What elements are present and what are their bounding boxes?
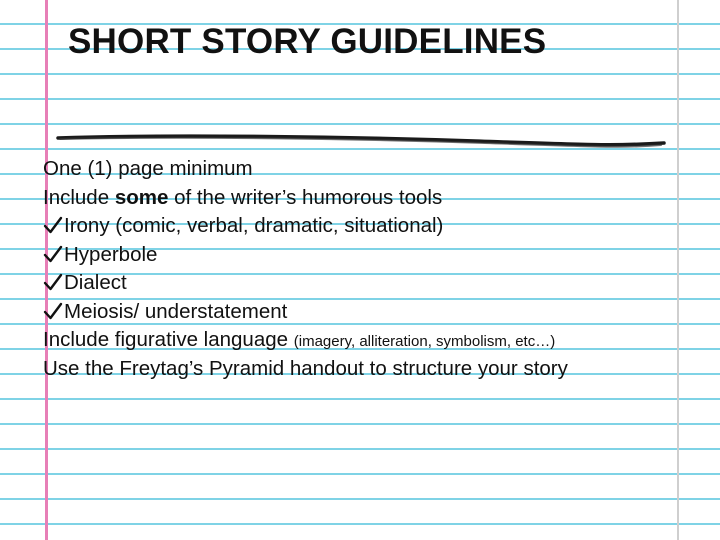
guideline-text: Irony (comic, verbal, dramatic, situational) [64,214,444,237]
page-title: SHORT STORY GUIDELINES [68,22,547,61]
guideline-text: of the writer’s humorous tools [168,185,443,209]
emphasis-text: some [114,185,169,209]
guideline-item [43,355,568,384]
guidelines-list [43,155,568,383]
checkmark-icon [43,272,63,292]
guideline-item [43,184,568,213]
hand-drawn-underline [55,128,667,154]
notebook-right-line [677,0,679,540]
guideline-text: Meiosis/ understatement [64,299,288,323]
checkmark-icon [43,215,63,235]
guideline-note: (imagery, alliteration, symbolism, etc…) [293,333,556,350]
guideline-sub-item [43,298,568,327]
guideline-sub-item [43,212,568,241]
guideline-item [43,155,568,184]
guideline-text: Include figurative language [43,328,294,351]
guideline-text: Dialect [64,271,127,294]
guideline-text: Include [43,185,115,209]
checkmark-icon [43,244,63,264]
checkmark-icon [43,301,63,321]
guideline-sub-item [43,269,568,298]
guideline-text: One (1) page minimum [43,157,253,180]
guideline-item [43,326,568,355]
guideline-text: Hyperbole [64,242,158,266]
guideline-text: Use the Freytag’s Pyramid handout to structure your story [43,356,568,380]
guideline-sub-item [43,241,568,270]
